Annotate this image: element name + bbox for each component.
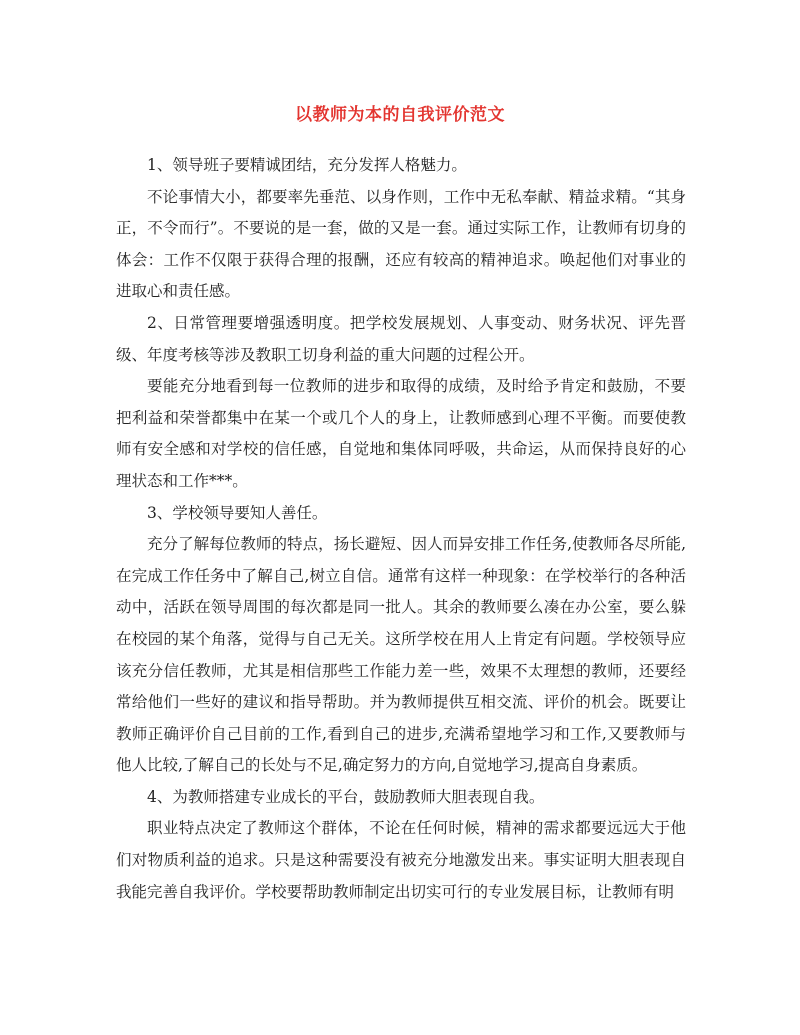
document-body [116,150,686,908]
paragraph: 职业特点决定了教师这个群体，不论在任何时候，精神的需求都要远远大于他们对物质利益的追求。只是这种需要没有被充分地激发出来。事实证明大胆表现自我能完善自我评价。学校要帮助教师制定出切实可行的专业发展目标，让教师有明 [116,819,686,901]
paragraph: 1、领导班子要精诚团结，充分发挥人格魅力。 [147,156,467,174]
paragraph: 不论事情大小，都要率先垂范、以身作则，工作中无私奉献、精益求精。“其身正，不令而行”。不要说的是一套，做的又是一套。通过实际工作，让教师有切身的体会：工作不仅限于获得合理的报酬，还应有较高的精神追求。唤起他们对事业的进取心和责任感。 [116,187,686,301]
paragraph: 要能充分地看到每一位教师的进步和取得的成绩，及时给予肯定和鼓励，不要把利益和荣誉都集中在某一个或几个人的身上，让教师感到心理不平衡。而要使教师有安全感和对学校的信任感，自觉地和集体同呼吸，共命运，从而保持良好的心理状态和工作***。 [116,377,686,490]
paragraph: 3、学校领导要知人善任。 [147,503,328,522]
document-title: 以教师为本的自我评价范文 [295,105,505,125]
paragraph: 2、日常管理要增强透明度。把学校发展规划、人事变动、财务状况、评先晋级、年度考核等涉及教职工切身利益的重大问题的过程公开。 [116,313,686,364]
paragraph: 充分了解每位教师的特点，扬长避短、因人而异安排工作任务,使教师各尽所能,在完成工作任务中了解自己,树立自信。通常有这样一种现象：在学校举行的各种活动中，活跃在领导周围的每次都是同一批人。其余的教师要么凑在办公室，要么躲在校园的某个角落，觉得与自己无关。这所学校在用人上肯定有问题。学校领导应该充分信任教师，尤其是相信那些工作能力差一些，效果不太理想的教师，还要经常给他们一些好的建议和指导帮助。并为教师提供互相交流、评价的机会。既要让教师正确评价自己目前的工作,看到自己的进步,充满希望地学习和工作,又要教师与他人比较,了解自己的长处与不足,确定努力的方向,自觉地学习,提高自身素质。 [116,535,686,775]
paragraph: 4、为教师搭建专业成长的平台，鼓励教师大胆表现自我。 [147,787,545,806]
